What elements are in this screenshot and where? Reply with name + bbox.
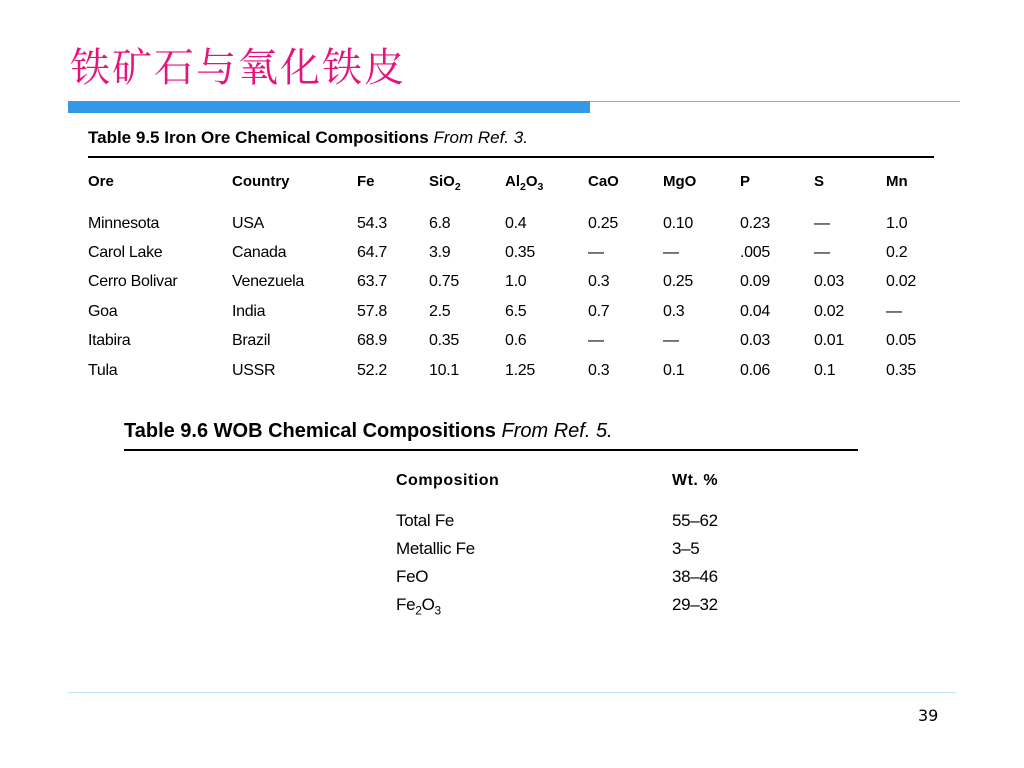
table-9-5-cell-mn: 0.02 — [886, 273, 916, 290]
table-9-5-header-p: P — [740, 173, 751, 190]
table-9-5-cell-al2o3: 0.35 — [505, 244, 535, 261]
table-9-5-header-al2o3: $Al_2O_3$ — [505, 173, 544, 193]
table-9-5-cell-sio2: 0.35 — [429, 332, 459, 349]
table-9-5-cell-sio2: 6.8 — [429, 215, 451, 232]
table-9-5-cell-mn: — — [886, 303, 902, 320]
table-9-5-cell-s: — — [814, 215, 830, 232]
table-9-5-cell-country: India — [232, 303, 266, 320]
table-9-5-header-mn: Mn — [886, 173, 908, 190]
table-9-5-cell-al2o3: 0.6 — [505, 332, 527, 349]
table-9-5-cell-mn: 0.35 — [886, 362, 916, 379]
title-underline-bar — [68, 101, 590, 113]
table-9-5-cell-s: 0.02 — [814, 303, 844, 320]
table-9-5-header-cao: CaO — [588, 173, 619, 190]
table-9-5-cell-ore: Carol Lake — [88, 244, 163, 261]
footer-rule — [68, 692, 956, 693]
table-9-5-cell-sio2: 0.75 — [429, 273, 459, 290]
table-9-5-cell-cao: 0.25 — [588, 215, 618, 232]
table-9-5-cell-sio2: 2.5 — [429, 303, 451, 320]
table-9-5-cell-p: 0.09 — [740, 273, 770, 290]
table-9-5-cell-cao: 0.3 — [588, 362, 610, 379]
table-9-5-cell-ore: Goa — [88, 303, 118, 320]
table-9-5-header-s: S — [814, 173, 825, 190]
table-9-5-cell-p: 0.23 — [740, 215, 770, 232]
table-9-5-cell-mgo: — — [663, 332, 679, 349]
table-9-6-cell-composition: FeO — [396, 567, 429, 586]
table-9-5-cell-fe: 54.3 — [357, 215, 387, 232]
table-9-5-cell-s: 0.1 — [814, 362, 836, 379]
table-9-5-caption-title: Table 9.5 Iron Ore Chemical Compositions — [88, 128, 429, 147]
table-9-6-header-wt-percent: Wt. % — [672, 472, 719, 489]
table-9-5-cell-cao: 0.7 — [588, 303, 610, 320]
table-9-5-cell-fe: 52.2 — [357, 362, 387, 379]
table-9-5-cell-fe: 68.9 — [357, 332, 387, 349]
table-9-5-cell-s: 0.03 — [814, 273, 844, 290]
table-9-5-caption-ref: From Ref. 3. — [433, 128, 528, 147]
table-9-5-cell-ore: Minnesota — [88, 215, 160, 232]
table-9-5-cell-country: Canada — [232, 244, 287, 261]
table-9-6-cell-composition: $Fe_2O_3$ — [396, 595, 441, 618]
table-9-5-cell-ore: Itabira — [88, 332, 131, 349]
table-9-5-cell-country: Brazil — [232, 332, 271, 349]
table-9-5-cell-cao: 0.3 — [588, 273, 610, 290]
table-9-5-header-fe: Fe — [357, 173, 375, 190]
table-9-5-header-ore: Ore — [88, 173, 114, 190]
table-9-5-cell-country: Venezuela — [232, 273, 305, 290]
table-9-6-caption-title: Table 9.6 WOB Chemical Compositions — [124, 420, 496, 442]
table-9-5-cell-al2o3: 6.5 — [505, 303, 527, 320]
table-9-5-cell-cao: — — [588, 332, 604, 349]
table-9-6-cell-wt-percent: 29–32 — [672, 595, 718, 614]
table-9-5-cell-mgo: 0.3 — [663, 303, 685, 320]
table-9-5-cell-ore: Cerro Bolivar — [88, 273, 178, 290]
table-9-5-cell-al2o3: 1.0 — [505, 273, 527, 290]
table-9-5-cell-country: USA — [232, 215, 264, 232]
table-9-5-top-rule — [88, 156, 934, 158]
table-9-5-cell-cao: — — [588, 244, 604, 261]
table-9-6-cell-wt-percent: 55–62 — [672, 511, 718, 530]
table-9-5-header-sio2: SiO$_2$ — [429, 173, 461, 193]
table-9-6-top-rule — [124, 449, 858, 451]
table-9-6-cell-wt-percent: 38–46 — [672, 567, 718, 586]
table-9-5-cell-sio2: 10.1 — [429, 362, 459, 379]
slide-title: 铁矿石与氧化铁皮 — [70, 45, 406, 91]
table-9-5-cell-fe: 57.8 — [357, 303, 387, 320]
table-9-5-cell-p: 0.06 — [740, 362, 770, 379]
table-9-5-cell-p: .005 — [740, 244, 770, 261]
table-9-5-cell-fe: 64.7 — [357, 244, 387, 261]
table-9-5-cell-country: USSR — [232, 362, 276, 379]
table-9-5-cell-mgo: 0.1 — [663, 362, 685, 379]
table-9-5-cell-fe: 63.7 — [357, 273, 387, 290]
table-9-6-cell-composition: Metallic Fe — [396, 539, 475, 558]
table-9-5-cell-mgo: 0.10 — [663, 215, 693, 232]
table-9-5-cell-mn: 0.2 — [886, 244, 908, 261]
table-9-5-cell-s: — — [814, 244, 830, 261]
table-9-5-cell-mn: 0.05 — [886, 332, 916, 349]
table-9-5-header-country: Country — [232, 173, 290, 190]
table-9-5-cell-p: 0.03 — [740, 332, 770, 349]
table-9-6-caption — [124, 420, 613, 443]
table-9-5-cell-mgo: — — [663, 244, 679, 261]
table-9-5-cell-mgo: 0.25 — [663, 273, 693, 290]
table-9-6-caption-ref: From Ref. 5. — [501, 420, 613, 442]
table-9-5-cell-sio2: 3.9 — [429, 244, 451, 261]
title-underline-rule — [590, 101, 960, 102]
table-9-5-cell-s: 0.01 — [814, 332, 844, 349]
table-9-5-cell-al2o3: 0.4 — [505, 215, 527, 232]
table-9-6-cell-wt-percent: 3–5 — [672, 539, 700, 558]
table-9-6-header-composition: Composition — [396, 472, 500, 489]
table-9-5-header-mgo: MgO — [663, 173, 697, 190]
page-number: 39 — [918, 706, 939, 725]
table-9-5-cell-p: 0.04 — [740, 303, 770, 320]
table-9-5-caption — [88, 128, 528, 148]
table-9-5-cell-mn: 1.0 — [886, 215, 908, 232]
table-9-5-cell-ore: Tula — [88, 362, 118, 379]
table-9-5-cell-al2o3: 1.25 — [505, 362, 535, 379]
table-9-6-cell-composition: Total Fe — [396, 511, 455, 530]
